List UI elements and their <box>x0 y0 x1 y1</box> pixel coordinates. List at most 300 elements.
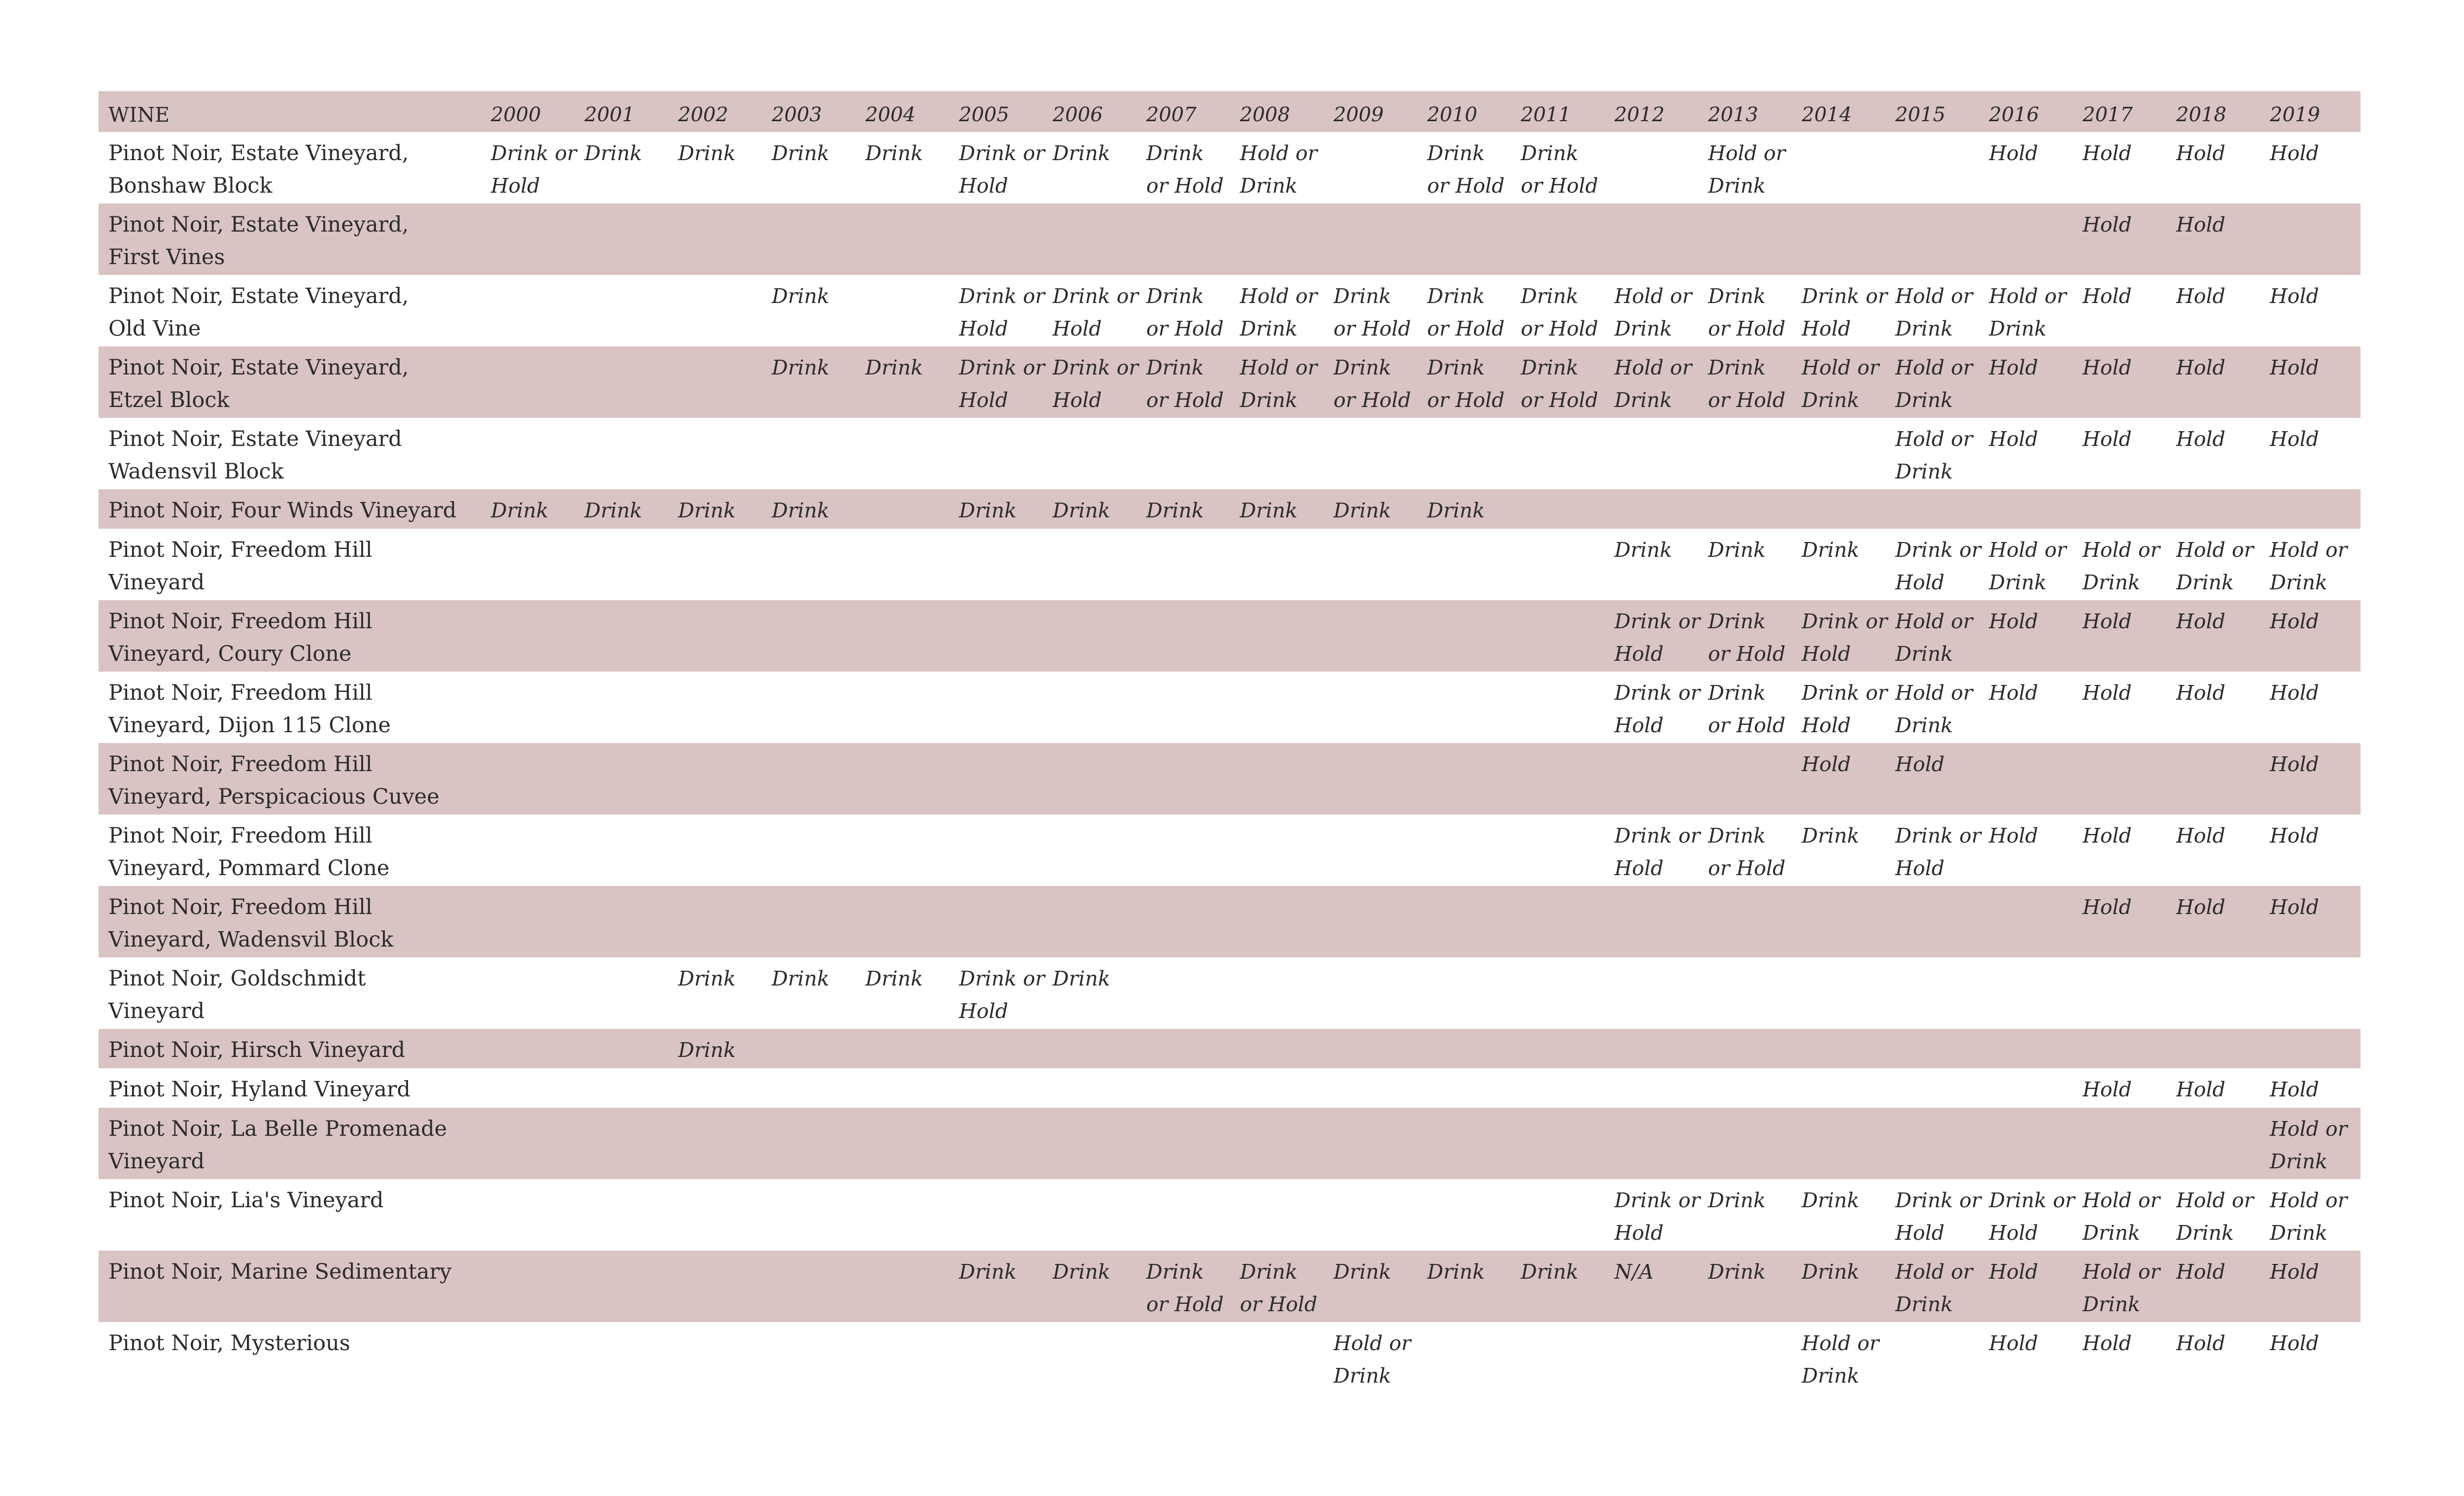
recommendation-line: Drink <box>1802 1260 1859 1284</box>
recommendation-cell <box>582 815 675 886</box>
recommendation-cell <box>862 1179 956 1251</box>
recommendation-cell <box>1799 489 1892 529</box>
recommendation-cell <box>1143 418 1237 489</box>
recommendation-line: Hold <box>2270 824 2319 848</box>
recommendation-cell <box>1143 1322 1237 1394</box>
recommendation-cell <box>2080 489 2173 529</box>
recommendation-cell <box>675 1179 769 1251</box>
recommendation-cell <box>1611 886 1705 957</box>
recommendation-cell <box>2080 600 2173 672</box>
recommendation-cell <box>862 886 956 957</box>
recommendation-cell <box>1611 1322 1705 1394</box>
recommendation-cell <box>2080 1029 2173 1068</box>
recommendation-cell <box>1518 204 1611 275</box>
recommendation-cell <box>1237 672 1331 743</box>
recommendation-cell <box>1705 489 1799 529</box>
recommendation-cell <box>862 815 956 886</box>
table-row <box>99 1322 2361 1394</box>
recommendation-line: Drink <box>1614 388 1672 412</box>
recommendation-cell <box>582 529 675 600</box>
recommendation-line: Drink <box>678 967 736 990</box>
recommendation-cell <box>956 132 1050 204</box>
recommendation-line: Hold <box>2270 1260 2319 1284</box>
recommendation-line: Drink or <box>1053 356 1139 379</box>
recommendation-cell <box>1331 204 1424 275</box>
recommendation-line: Hold <box>1053 388 1102 412</box>
recommendation-line: Hold or <box>1708 141 1786 165</box>
recommendation-cell <box>1143 1068 1237 1108</box>
recommendation-cell <box>1892 346 1986 418</box>
recommendation-cell <box>1424 957 1518 1029</box>
recommendation-cell <box>1892 886 1986 957</box>
recommendation-line: Hold <box>2176 610 2225 633</box>
recommendation-cell <box>1986 1322 2080 1394</box>
recommendation-cell <box>1799 886 1892 957</box>
recommendation-cell <box>1518 957 1611 1029</box>
recommendation-cell <box>1518 815 1611 886</box>
recommendation-cell <box>1331 1251 1424 1322</box>
recommendation-cell <box>769 743 862 815</box>
recommendation-line: Drink <box>865 356 923 379</box>
recommendation-cell <box>582 1251 675 1322</box>
recommendation-cell <box>862 1322 956 1394</box>
wine-name-line: Vineyard, Dijon 115 Clone <box>108 713 391 738</box>
wine-name-line: Old Vine <box>108 316 201 341</box>
recommendation-line: Drink or <box>959 284 1045 308</box>
recommendation-cell <box>1050 132 1143 204</box>
recommendation-cell <box>2080 886 2173 957</box>
table-row <box>99 1179 2361 1251</box>
recommendation-line: Drink <box>1521 141 1578 165</box>
wine-name-line: Pinot Noir, Estate Vineyard, <box>108 212 409 237</box>
recommendation-cell <box>1050 1322 1143 1394</box>
year-header-2007: 2007 <box>1146 103 1197 126</box>
recommendation-line: Drink <box>2176 571 2234 594</box>
recommendation-line: or Hold <box>1708 388 1786 412</box>
recommendation-cell <box>769 1251 862 1322</box>
wine-name <box>99 815 488 886</box>
recommendation-cell <box>1986 204 2080 275</box>
recommendation-line: Drink <box>1053 967 1110 990</box>
recommendation-cell <box>769 132 862 204</box>
recommendation-line: Drink <box>1240 174 1298 198</box>
recommendation-cell <box>675 1251 769 1322</box>
recommendation-line: Drink <box>1895 1292 1953 1316</box>
recommendation-cell <box>1143 672 1237 743</box>
recommendation-line: Drink <box>1427 356 1485 379</box>
recommendation-cell <box>582 1322 675 1394</box>
recommendation-cell <box>582 886 675 957</box>
wine-name <box>99 489 488 529</box>
wine-name-line: First Vines <box>108 245 225 270</box>
recommendation-cell <box>2267 957 2361 1029</box>
recommendation-cell <box>1799 275 1892 346</box>
wine-name <box>99 600 488 672</box>
recommendation-cell <box>1518 346 1611 418</box>
recommendation-cell <box>1705 418 1799 489</box>
wine-name <box>99 346 488 418</box>
recommendation-cell <box>1050 886 1143 957</box>
recommendation-line: Hold <box>1989 610 2038 633</box>
recommendation-line: Hold <box>1895 856 1945 880</box>
recommendation-cell <box>1892 1322 1986 1394</box>
recommendation-cell <box>1143 1108 1237 1179</box>
recommendation-cell <box>1986 957 2080 1029</box>
recommendation-cell <box>1611 815 1705 886</box>
recommendation-line: or Hold <box>1427 174 1505 198</box>
recommendation-cell <box>2080 743 2173 815</box>
recommendation-cell <box>956 743 1050 815</box>
recommendation-line: Hold <box>1802 642 1851 666</box>
recommendation-cell <box>488 1108 582 1179</box>
recommendation-cell <box>1331 1322 1424 1394</box>
drinking-window-chart <box>99 91 2361 1394</box>
recommendation-cell <box>1892 600 1986 672</box>
recommendation-line: or Hold <box>1334 317 1411 340</box>
recommendation-cell <box>1518 1251 1611 1322</box>
recommendation-line: Drink <box>1895 317 1953 340</box>
wine-name-line: Pinot Noir, Freedom Hill <box>108 752 373 777</box>
recommendation-cell <box>956 1029 1050 1068</box>
recommendation-cell <box>675 346 769 418</box>
recommendation-line: Drink <box>1989 317 2047 340</box>
recommendation-line: Hold <box>2176 141 2225 165</box>
recommendation-cell <box>488 529 582 600</box>
recommendation-cell <box>2080 1108 2173 1179</box>
recommendation-cell <box>1237 1068 1331 1108</box>
recommendation-cell <box>769 204 862 275</box>
year-header-2018: 2018 <box>2176 103 2226 126</box>
recommendation-cell <box>1237 815 1331 886</box>
recommendation-cell <box>582 600 675 672</box>
recommendation-line: Drink <box>1427 284 1485 308</box>
year-header-2000: 2000 <box>491 103 541 126</box>
recommendation-line: Hold <box>1895 752 1945 776</box>
wine-name <box>99 743 488 815</box>
recommendation-line: Drink <box>1427 141 1485 165</box>
recommendation-cell <box>2173 672 2267 743</box>
recommendation-line: Hold or <box>2083 1189 2160 1212</box>
recommendation-line: Hold <box>2083 213 2132 237</box>
recommendation-line: Hold <box>2270 141 2319 165</box>
recommendation-cell <box>1799 418 1892 489</box>
table-row <box>99 1108 2361 1179</box>
recommendation-line: Hold or <box>1240 141 1318 165</box>
recommendation-cell <box>675 1029 769 1068</box>
recommendation-cell <box>1986 275 2080 346</box>
recommendation-cell <box>1892 1029 1986 1068</box>
recommendation-cell <box>1424 529 1518 600</box>
recommendation-line: Hold <box>2083 610 2132 633</box>
recommendation-cell <box>1799 957 1892 1029</box>
recommendation-line: Drink <box>1240 499 1298 522</box>
recommendation-line: Hold or <box>1240 356 1318 379</box>
recommendation-cell <box>675 815 769 886</box>
recommendation-line: Drink <box>1146 356 1204 379</box>
recommendation-cell <box>1799 1179 1892 1251</box>
recommendation-cell <box>1424 815 1518 886</box>
recommendation-cell <box>1143 600 1237 672</box>
recommendation-line: Hold or <box>1895 427 1973 451</box>
wine-name-line: Vineyard, Perspicacious Cuvee <box>108 784 440 809</box>
recommendation-cell <box>1799 815 1892 886</box>
recommendation-cell <box>1331 1108 1424 1179</box>
recommendation-line: Drink <box>865 967 923 990</box>
recommendation-cell <box>2267 1251 2361 1322</box>
recommendation-cell <box>862 1108 956 1179</box>
recommendation-cell <box>1986 672 2080 743</box>
table-row <box>99 489 2361 529</box>
recommendation-cell <box>2267 1068 2361 1108</box>
recommendation-cell <box>956 346 1050 418</box>
recommendation-cell <box>1705 1322 1799 1394</box>
recommendation-cell <box>1611 957 1705 1029</box>
recommendation-cell <box>2173 346 2267 418</box>
recommendation-cell <box>582 275 675 346</box>
recommendation-line: Drink <box>1802 538 1859 562</box>
recommendation-cell <box>862 529 956 600</box>
recommendation-line: Drink <box>1427 1260 1485 1284</box>
recommendation-line: Drink <box>1146 141 1204 165</box>
recommendation-cell <box>1611 204 1705 275</box>
recommendation-line: Hold <box>2083 427 2132 451</box>
recommendation-cell <box>1705 204 1799 275</box>
recommendation-cell <box>1143 815 1237 886</box>
recommendation-cell <box>1611 1029 1705 1068</box>
table-row <box>99 275 2361 346</box>
recommendation-line: Drink <box>1802 824 1859 848</box>
recommendation-line: Drink <box>1521 1260 1578 1284</box>
recommendation-line: Hold <box>2083 284 2132 308</box>
table-row <box>99 204 2361 275</box>
year-header-2001: 2001 <box>584 103 635 126</box>
recommendation-cell <box>2267 1179 2361 1251</box>
recommendation-line: Hold <box>2270 752 2319 776</box>
recommendation-cell <box>2080 815 2173 886</box>
recommendation-cell <box>1892 132 1986 204</box>
recommendation-line: Drink <box>1427 499 1485 522</box>
recommendation-cell <box>2080 957 2173 1029</box>
recommendation-line: Drink <box>491 499 548 522</box>
recommendation-cell <box>2080 672 2173 743</box>
recommendation-cell <box>2173 1029 2267 1068</box>
recommendation-line: Hold <box>1989 1260 2038 1284</box>
recommendation-cell <box>1986 815 2080 886</box>
recommendation-line: Hold <box>959 388 1008 412</box>
recommendation-cell <box>769 1108 862 1179</box>
recommendation-cell <box>1892 1179 1986 1251</box>
recommendation-line: Drink <box>1521 356 1578 379</box>
recommendation-line: Drink <box>1895 388 1953 412</box>
recommendation-cell <box>582 672 675 743</box>
recommendation-cell <box>1518 743 1611 815</box>
recommendation-cell <box>769 346 862 418</box>
recommendation-line: Hold <box>1614 714 1664 737</box>
recommendation-cell <box>1424 489 1518 529</box>
table-row <box>99 886 2361 957</box>
recommendation-cell <box>1143 1179 1237 1251</box>
recommendation-cell <box>1986 418 2080 489</box>
recommendation-cell <box>956 957 1050 1029</box>
recommendation-line: Hold <box>2176 1331 2225 1355</box>
year-header-2014: 2014 <box>1802 103 1852 126</box>
recommendation-cell <box>488 489 582 529</box>
recommendation-cell <box>1986 489 2080 529</box>
recommendation-line: Hold or <box>1895 284 1973 308</box>
year-header-2012: 2012 <box>1614 103 1665 126</box>
recommendation-line: Hold <box>2176 427 2225 451</box>
recommendation-line: Hold <box>2270 681 2319 705</box>
recommendation-cell <box>675 672 769 743</box>
table-row <box>99 1029 2361 1068</box>
recommendation-cell <box>956 1179 1050 1251</box>
recommendation-cell <box>582 957 675 1029</box>
recommendation-cell <box>1424 600 1518 672</box>
recommendation-line: Hold <box>2083 141 2132 165</box>
recommendation-cell <box>488 672 582 743</box>
wine-column-header: WINE <box>108 102 170 127</box>
recommendation-cell <box>1611 1068 1705 1108</box>
wine-name <box>99 529 488 600</box>
wine-name <box>99 672 488 743</box>
recommendation-line: Hold <box>959 174 1008 198</box>
wine-name <box>99 418 488 489</box>
recommendation-cell <box>1611 418 1705 489</box>
recommendation-cell <box>2080 1251 2173 1322</box>
recommendation-line: Drink <box>1802 1364 1859 1388</box>
recommendation-line: Hold <box>1614 642 1664 666</box>
header-row <box>99 91 2361 132</box>
recommendation-line: Hold or <box>1802 356 1880 379</box>
year-header-2008: 2008 <box>1240 103 1290 126</box>
table-row <box>99 815 2361 886</box>
recommendation-line: Drink <box>1334 1260 1391 1284</box>
recommendation-line: Hold <box>2270 284 2319 308</box>
recommendation-cell <box>1050 743 1143 815</box>
recommendation-cell <box>1799 529 1892 600</box>
recommendation-cell <box>2080 346 2173 418</box>
recommendation-cell <box>1518 600 1611 672</box>
recommendation-line: Hold or <box>2270 1117 2348 1141</box>
recommendation-line: Drink <box>1708 538 1766 562</box>
wine-name-line: Vineyard, Coury Clone <box>108 642 352 666</box>
recommendation-cell <box>1331 346 1424 418</box>
recommendation-cell <box>1050 957 1143 1029</box>
wine-name-line: Etzel Block <box>108 388 230 412</box>
recommendation-cell <box>1237 1179 1331 1251</box>
recommendation-cell <box>2173 1179 2267 1251</box>
recommendation-line: Drink <box>1053 499 1110 522</box>
recommendation-cell <box>1331 489 1424 529</box>
wine-name-line: Pinot Noir, Estate Vineyard, <box>108 355 409 380</box>
table-row <box>99 743 2361 815</box>
recommendation-line: Hold or <box>1240 284 1318 308</box>
recommendation-line: Drink <box>2270 1221 2327 1245</box>
recommendation-cell <box>769 886 862 957</box>
recommendation-line: Drink <box>678 1038 736 1062</box>
table-row <box>99 957 2361 1029</box>
recommendation-cell <box>1331 418 1424 489</box>
recommendation-cell <box>1799 600 1892 672</box>
recommendation-line: Drink <box>772 141 829 165</box>
recommendation-cell <box>1424 1108 1518 1179</box>
recommendation-line: Drink or <box>1895 538 1982 562</box>
recommendation-line: Hold <box>2176 213 2225 237</box>
recommendation-cell <box>1050 1068 1143 1108</box>
recommendation-line: Hold <box>2270 610 2319 633</box>
recommendation-line: Drink <box>1334 284 1391 308</box>
recommendation-cell <box>769 815 862 886</box>
recommendation-cell <box>1143 132 1237 204</box>
recommendation-cell <box>862 1068 956 1108</box>
recommendation-line: Hold <box>2083 1331 2132 1355</box>
recommendation-cell <box>1424 418 1518 489</box>
recommendation-line: Drink or <box>1614 681 1701 705</box>
recommendation-cell <box>1705 529 1799 600</box>
recommendation-line: or Hold <box>1334 388 1411 412</box>
recommendation-line: Hold or <box>2176 538 2254 562</box>
year-header-2006: 2006 <box>1053 103 1103 126</box>
recommendation-cell <box>1050 204 1143 275</box>
recommendation-cell <box>488 600 582 672</box>
recommendation-cell <box>1986 1108 2080 1179</box>
wine-name-line: Pinot Noir, Goldschmidt <box>108 966 366 991</box>
table-row <box>99 529 2361 600</box>
recommendation-cell <box>2267 346 2361 418</box>
recommendation-line: Drink <box>1708 1189 1766 1212</box>
recommendation-cell <box>956 204 1050 275</box>
recommendation-cell <box>1892 529 1986 600</box>
recommendation-cell <box>582 1029 675 1068</box>
recommendation-line: Hold <box>2176 824 2225 848</box>
year-header-2005: 2005 <box>959 103 1009 126</box>
recommendation-cell <box>2267 743 2361 815</box>
year-header-2004: 2004 <box>865 103 916 126</box>
recommendation-line: Drink <box>959 1260 1017 1284</box>
table-body <box>99 132 2361 1394</box>
recommendation-line: Hold <box>1053 317 1102 340</box>
recommendation-cell <box>2080 132 2173 204</box>
wine-name-line: Pinot Noir, Freedom Hill <box>108 609 373 634</box>
wine-name <box>99 275 488 346</box>
recommendation-line: Hold <box>2083 824 2132 848</box>
recommendation-line: or Hold <box>1146 388 1224 412</box>
table-row <box>99 346 2361 418</box>
recommendation-cell <box>1799 1251 1892 1322</box>
wine-name-line: Vineyard <box>108 1149 205 1174</box>
recommendation-cell <box>1705 1251 1799 1322</box>
recommendation-cell <box>1705 886 1799 957</box>
recommendation-line: Drink <box>1708 284 1766 308</box>
recommendation-cell <box>1237 600 1331 672</box>
recommendation-cell <box>2267 1029 2361 1068</box>
recommendation-cell <box>2080 1179 2173 1251</box>
recommendation-cell <box>488 815 582 886</box>
recommendation-cell <box>1518 489 1611 529</box>
recommendation-line: Drink <box>1614 538 1672 562</box>
recommendation-cell <box>2173 600 2267 672</box>
recommendation-cell <box>1799 672 1892 743</box>
wine-table <box>99 91 2361 1394</box>
recommendation-cell <box>1705 132 1799 204</box>
recommendation-cell <box>1892 815 1986 886</box>
recommendation-cell <box>1518 1029 1611 1068</box>
wine-name-line: Pinot Noir, Marine Sedimentary <box>108 1259 452 1284</box>
recommendation-cell <box>1611 489 1705 529</box>
recommendation-cell <box>1424 1068 1518 1108</box>
recommendation-line: Hold <box>959 999 1008 1023</box>
recommendation-cell <box>2080 204 2173 275</box>
